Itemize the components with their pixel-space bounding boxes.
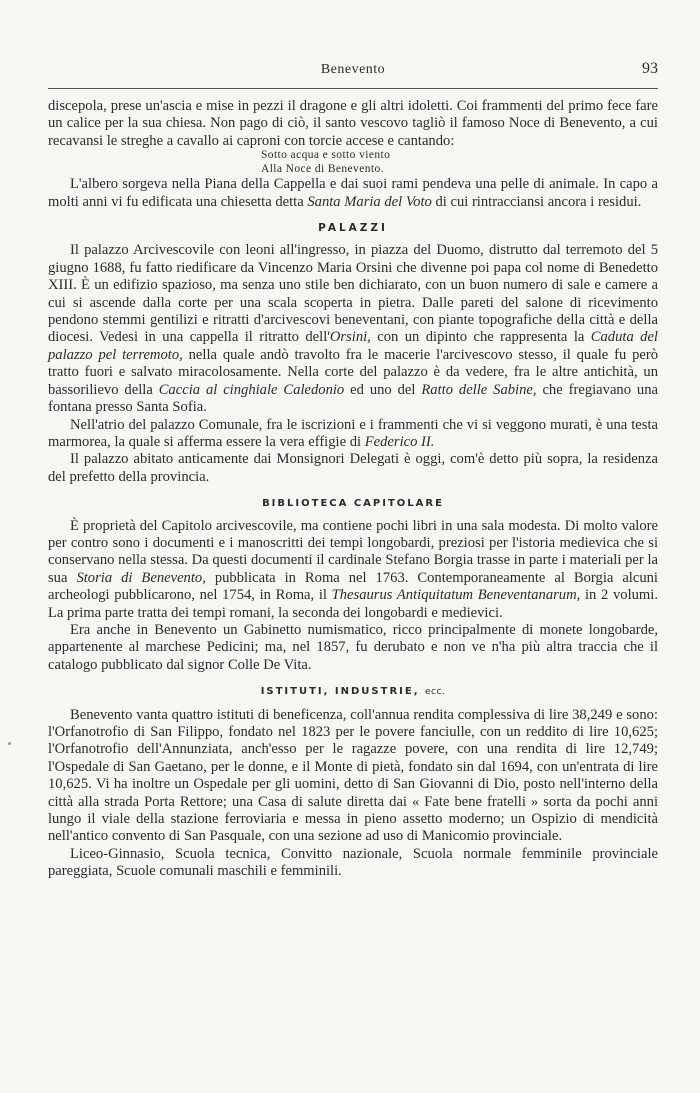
- italic-run: Thesaurus Antiquitatum Beneventanarum,: [331, 587, 581, 604]
- paragraph: Liceo-Ginnasio, Scuola tecnica, Convitto nazionale, Scuola normale femminile provinciale pareggiata, Scuole comunali maschili e femminili.: [48, 845, 658, 880]
- running-title: Benevento: [320, 62, 386, 77]
- header-rule: [48, 88, 658, 89]
- paragraph: Benevento vanta quattro istituti di beneficenza, coll'annua rendita complessiva di lire 38,249 e sono: l'Orfanotrofio di San Filippo, fondato nel 1823 per le povere fanciulle, con un reddito di lire 10,625; l'Orfanotrofio dell'Annunziata, anch'esso per le ragazze povere, con una rendita di lire 12,749; l'Ospedale di San Gaetano, per le donne, e il Monte di pietà, fondato sin dal 1694, con un'entrata di lire 10,625. Vi ha inoltre un Ospedale per gli uomini, detto di San Giovanni di Dio, posto nell'interno della città alla strada Porta Rettore; una Casa di salute diretta dai « Fate bene fratelli » sorta da pochi anni lungo il viale della stazione ferroviaria e messa in pieno assetto moderno; un Ospizio di mendicità nell'antico convento di San Pasquale, con una sezione ad uso di Manicomio provinciale.: [48, 706, 658, 845]
- verse-line: Sotto acqua e sotto viento: [261, 149, 391, 162]
- paragraph: Il palazzo abitato anticamente dai Monsignori Delegati è oggi, com'è detto più sopra, la residenza del prefetto della provincia.: [48, 451, 658, 485]
- italic-run: Orsini,: [329, 329, 371, 346]
- text-run: Nell'atrio del palazzo Comunale, fra le iscrizioni e i frammenti che vi si veggono murati, è una testa marmorea, la quale si afferma essere la vera effigie di: [48, 416, 658, 450]
- paragraph: discepola, prese un'ascia e mise in pezzi il dragone e gli altri idoletti. Coi frammenti del primo fece fare un calice per la sua chiesa. Non pago di ciò, il santo vescovo tagliò il famoso Noce di Benevento, a cui recavansi le streghe a cavallo ai caproni con torcie accese e cantando:: [48, 98, 658, 149]
- italic-run: Caduta del palazzo pel terremoto,: [48, 329, 658, 363]
- page-body: [48, 98, 658, 881]
- italic-run: Caccia al cinghiale Caledonio: [158, 381, 345, 398]
- italic-run: Federico II.: [364, 433, 435, 450]
- paragraph: [48, 242, 658, 416]
- text-run: pubblicata in Roma nel 1763. Contemporaneamente al Borgia alcuni archeologi pubblicarono, nel 1754, in Roma, il: [48, 569, 658, 604]
- heading-suffix: ecc.: [425, 687, 446, 698]
- italic-run: Storia di Benevento,: [76, 569, 206, 586]
- text-run: che fregiavano una fontana presso Santa Sofia.: [48, 381, 658, 416]
- margin-speck: [8, 742, 11, 745]
- paragraph: Era anche in Benevento un Gabinetto numismatico, ricco principalmente di monete longobarde, appartenente al marchese Pedicini; ma, nel 1857, fu derubato e non ve n'ha più altra traccia che il catalogo pubblicato dal signor Colle De Vita.: [48, 621, 658, 673]
- text-run: È proprietà del Capitolo arcivescovile, ma contiene pochi libri in una sala modesta. Di molto valore per contro sono i documenti e i manoscritti dei tempi longobardi, preziosi per l'istoria medievica che si conservano nella stessa. Da questi documenti il cardinale Stefano Borgia trasse in parte i materiali per la sua: [48, 517, 658, 586]
- text-run: in 2 volumi. La prima parte tratta dei tempi romani, la seconda dei longobardi e medievici.: [48, 587, 658, 621]
- text-run: L'albero sorgeva nella Piana della Cappella e dai suoi rami pendeva una pelle di animale. In capo a molti anni vi fu edificata una chiesetta detta: [48, 176, 658, 210]
- heading-text: ISTITUTI, INDUSTRIE,: [260, 686, 420, 698]
- text-run: ed uno del: [344, 381, 422, 398]
- paragraph: [48, 176, 658, 211]
- section-heading-palazzi: PALAZZI: [318, 222, 388, 235]
- text-run: Il palazzo Arcivescovile con leoni all'ingresso, in piazza del Duomo, distrutto dal terremoto del 5 giugno 1688, fu fatto riedificare da Vincenzo Maria Orsini che divenne poi papa col nome di Benedetto XIII. È un edifizio spazioso, ma senza uno stile ben dichiarato, con un buon numero di sale e camere a cui si ascende dalla corte per una scala scoperta in pietra. Dalle pareti del salone di ricevimento pendono stemmi gentilizi e ritratti d'arcivescovi beneventani, con piante topografiche della città e della diocesi. Vedesi in una cappella il ritratto dell': [48, 242, 658, 346]
- page-number: 93: [642, 60, 658, 77]
- paragraph: [48, 417, 658, 452]
- verse-line: Alla Noce di Benevento.: [261, 163, 384, 176]
- section-heading-istituti: [48, 683, 658, 701]
- italic-run: Ratto delle Sabine,: [421, 381, 537, 398]
- text-run: di cui rintracciansi ancora i residui.: [431, 193, 642, 210]
- text-run: con un dipinto che rappresenta la: [370, 329, 591, 346]
- running-header: [48, 62, 658, 84]
- text-run: nella quale andò travolto fra le macerie l'arcivescovo stesso, il quale fu però tratto fuori e salvato miracolosamente. Nella corte del palazzo è da vedere, fra le altre antichità, un bassorilievo della: [48, 346, 659, 398]
- verse-quote: [261, 148, 658, 176]
- italic-run: Santa Maria del Voto: [307, 193, 432, 210]
- section-heading-biblioteca: BIBLIOTECA CAPITOLARE: [262, 498, 444, 510]
- paragraph: [48, 518, 658, 622]
